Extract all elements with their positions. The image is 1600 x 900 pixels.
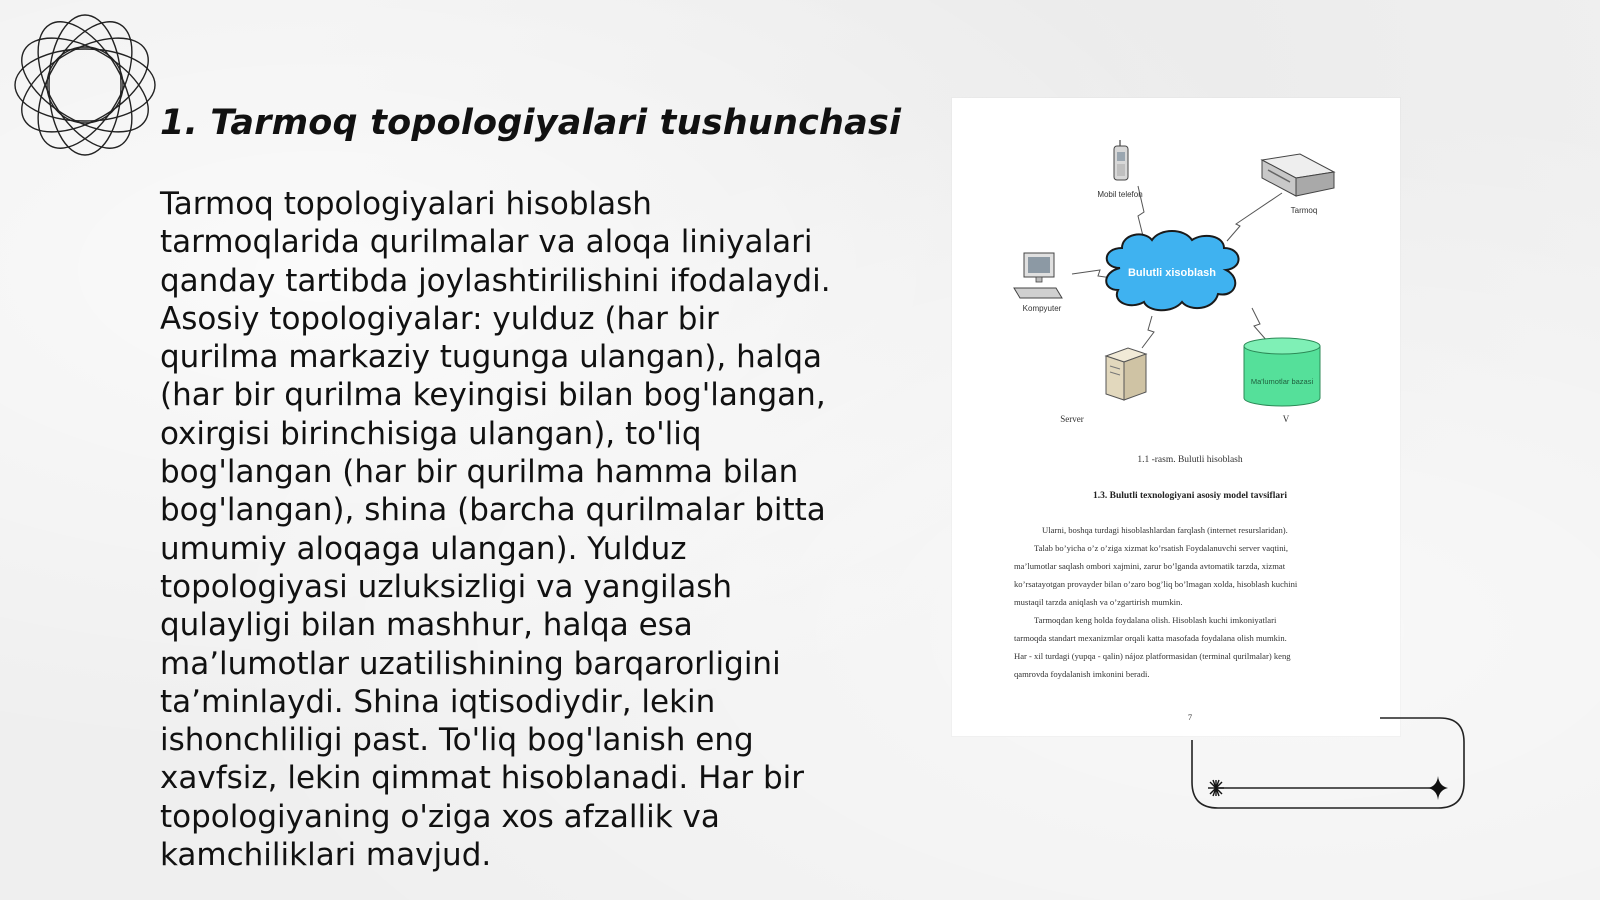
paragraph-line: mustaqil tarzda aniqlash va o’zgartirish mumkin. (1014, 597, 1183, 607)
server-label: Server (1060, 414, 1084, 424)
paragraph-line: qamrovda foydalanish imkonini beradi. (1014, 669, 1150, 679)
paragraph-line: Har - xil turdagi (yupqa - qalin) nájoz platformasidan (terminal qurilmalar) keng (1014, 651, 1291, 661)
slide-body-text: Tarmoq topologiyalari hisoblash tarmoqlarida qurilmalar va aloqa liniyalari qanday tartibda joylashtirilishini ifodalaydi. Asosiy topologiyalar: yulduz (har bir qurilma markaziy tugunga ulangan), halqa (har bir qurilma keyingisi bilan bog'langan, oxirgisi birinchisiga ulangan), to'liq bog'langan (har bir qurilma hamma bilan bog'langan), shina (barcha qurilmalar bitta umumiy aloqaga ulangan). Yulduz topologiyasi uzluksizligi va yangilash qulayligi bilan mashhur, halqa esa ma’lumotlar uzatilishining barqarorligini ta’minlaydi. Shina iqtisodiydir, lekin ishonchliligi past. To'liq bog'lanish eng xavfsiz, lekin qimmat hisoblanadi. Har bir topologiyaning o'ziga xos afzallik va kamchiliklari mavjud. (160, 186, 831, 874)
mobile-phone-icon (1114, 140, 1128, 180)
paragraph-line: Talab bo’yicha o’z o’ziga xizmat ko’rsatish Foydalanuvchi server vaqtini, (1034, 543, 1289, 553)
decorative-frame (1190, 716, 1466, 812)
link-server-line (1142, 316, 1154, 348)
cloud-computing-diagram (952, 98, 1400, 736)
paragraph-line: ma’lumotlar saqlash ombori xajmini, zarur bo’lganda avtomatik tarzda, xizmat (1014, 561, 1286, 571)
section-heading: 1.3. Bulutli texnologiyani asosiy model tavsiflari (1093, 491, 1287, 501)
sparkle-icon (1208, 780, 1224, 796)
document-page-image (952, 98, 1400, 736)
page-number: 7 (1187, 712, 1193, 722)
v-label: V (1282, 414, 1290, 424)
database-icon (1244, 338, 1320, 406)
paragraph-line: Tarmoqdan keng holda foydalana olish. Hisoblash kuchi imkoniyatlari (1034, 615, 1277, 625)
link-network-line (1227, 193, 1282, 241)
server-icon (1106, 348, 1146, 400)
paragraph-line: Ularni, boshqa turdagi hisoblashlardan farqlash (internet resurslaridan). (1042, 525, 1288, 535)
network-device-icon (1262, 154, 1334, 196)
network-label: Tarmoq (1290, 206, 1318, 215)
paragraph-line: tarmoqda standart mexanizmlar orqali katta masofada foydalana olish mumkin. (1014, 633, 1287, 643)
computer-label: Kompyuter (1022, 304, 1062, 313)
cloud-label: Bulutli xisoblash (1127, 267, 1217, 279)
database-label: Ma'lumotlar bazasi (1250, 377, 1314, 386)
computer-icon (1014, 253, 1062, 298)
orbit-rings-icon (10, 10, 160, 160)
figure-caption: 1.1 -rasm. Bulutli hisoblash (1137, 455, 1243, 465)
mobile-label: Mobil telefon (1097, 190, 1143, 199)
slide-title: 1. Tarmoq topologiyalari tushunchasi (160, 103, 902, 143)
link-computer-line (1072, 270, 1112, 278)
link-database-line (1252, 308, 1268, 342)
paragraph-line: ko’rsatayotgan provayder bilan o’zaro bog’liq bo’lmagan xolda, hisoblash kuchini (1014, 579, 1298, 589)
four-point-star-icon (1428, 776, 1448, 800)
